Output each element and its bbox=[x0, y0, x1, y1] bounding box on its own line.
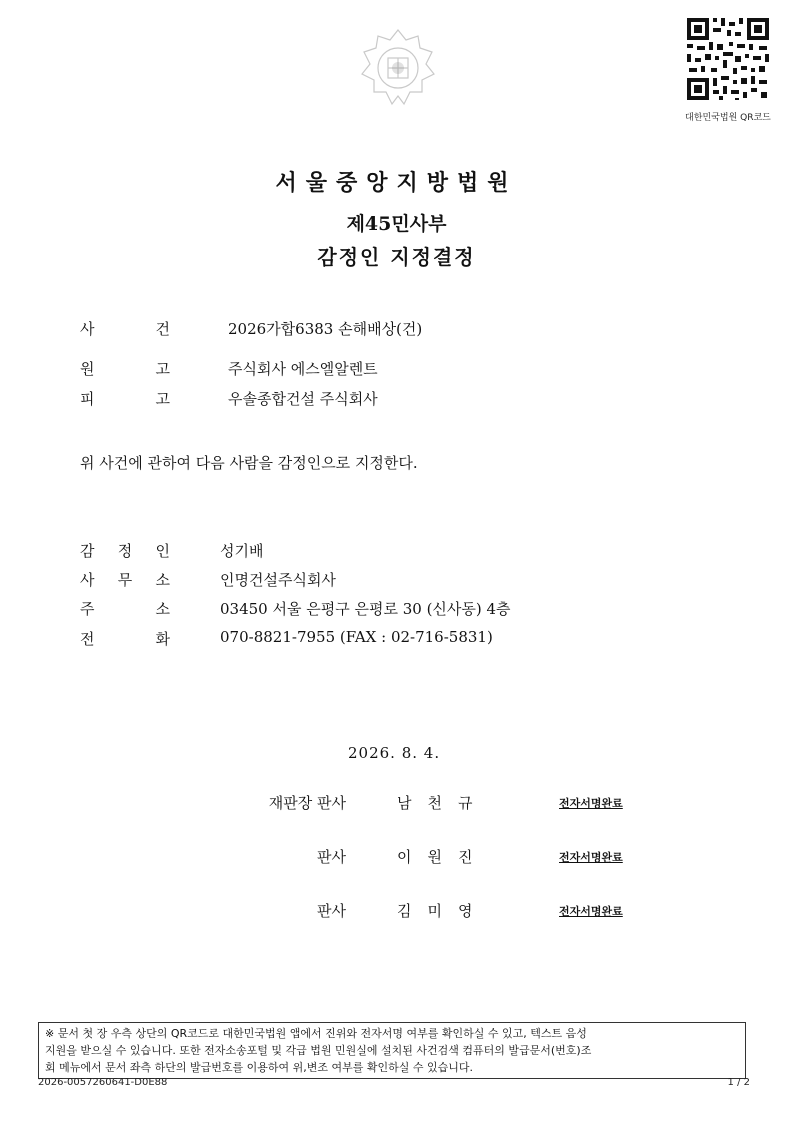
e-signature-status: 전자서명완료 bbox=[559, 905, 623, 918]
case-row-plaintiff bbox=[80, 358, 170, 379]
document-title: 감정인 지정결정 bbox=[317, 245, 476, 269]
plaintiff-label: 원 고 bbox=[80, 360, 170, 378]
notice-line: 회 메뉴에서 문서 좌측 하단의 발급번호를 이용하여 위,변조 여부를 확인하실 수 있습니다. bbox=[45, 1061, 473, 1074]
appraiser-name: 성기배 bbox=[220, 542, 264, 560]
qr-code-icon[interactable] bbox=[683, 14, 773, 104]
qr-code-label: 대한민국법원 QR코드 bbox=[685, 113, 771, 123]
defendant-label: 피 고 bbox=[80, 390, 170, 408]
judge-role-presiding: 재판장 판사 bbox=[268, 794, 346, 812]
verification-notice bbox=[38, 1022, 746, 1079]
phone-value: 070-8821-7955 (FAX : 02-716-5831) bbox=[220, 628, 493, 646]
judge-name-presiding: 남천규 bbox=[397, 794, 489, 812]
judge-name-associate-2: 김미영 bbox=[397, 902, 489, 920]
decision-date: 2026. 8. 4. bbox=[348, 744, 441, 762]
court-name: 서울중앙지방법원 bbox=[275, 170, 518, 196]
phone-label: 전 화 bbox=[80, 630, 170, 648]
court-seal-emblem bbox=[356, 26, 440, 110]
judge-role-associate-2: 판사 bbox=[317, 902, 346, 920]
appraiser-row-office bbox=[80, 569, 170, 590]
plaintiff-name: 주식회사 에스엘알렌트 bbox=[228, 360, 378, 378]
address-value: 03450 서울 은평구 은평로 30 (신사동) 4층 bbox=[220, 600, 511, 618]
page-number: 1 / 2 bbox=[727, 1077, 750, 1088]
judge-name-associate-1: 이원진 bbox=[397, 848, 489, 866]
e-signature-status: 전자서명완료 bbox=[559, 797, 623, 810]
office-label: 사 무 소 bbox=[80, 571, 170, 589]
division-name: 제45민사부 bbox=[346, 213, 447, 235]
case-label: 사 건 bbox=[80, 320, 170, 338]
e-signature-status: 전자서명완료 bbox=[559, 851, 623, 864]
address-label: 주 소 bbox=[80, 600, 170, 618]
case-number: 2026가합6383 손해배상(건) bbox=[228, 320, 423, 338]
case-row-defendant bbox=[80, 388, 170, 409]
issuance-number: 2026-0057260641-D0E88 bbox=[38, 1077, 168, 1088]
appraiser-row-name bbox=[80, 540, 170, 561]
judge-role-associate-1: 판사 bbox=[317, 848, 346, 866]
appraiser-row-phone bbox=[80, 628, 170, 649]
decision-text: 위 사건에 관하여 다음 사람을 감정인으로 지정한다. bbox=[80, 454, 418, 472]
notice-line: ※ 문서 첫 장 우측 상단의 QR코드로 대한민국법원 앱에서 진위와 전자서명 여부를 확인하실 수 있고, 텍스트 음성 bbox=[45, 1027, 587, 1040]
notice-line: 지원을 받으실 수 있습니다. 또한 전자소송포털 및 각급 법원 민원실에 설치된 사건검색 컴퓨터의 발급문서(번호)조 bbox=[45, 1044, 592, 1057]
case-row-number bbox=[80, 318, 170, 339]
defendant-name: 우솔종합건설 주식회사 bbox=[228, 390, 378, 408]
office-name: 인명건설주식회사 bbox=[220, 571, 336, 589]
appraiser-row-address bbox=[80, 598, 170, 619]
appraiser-label: 감 정 인 bbox=[80, 542, 170, 560]
